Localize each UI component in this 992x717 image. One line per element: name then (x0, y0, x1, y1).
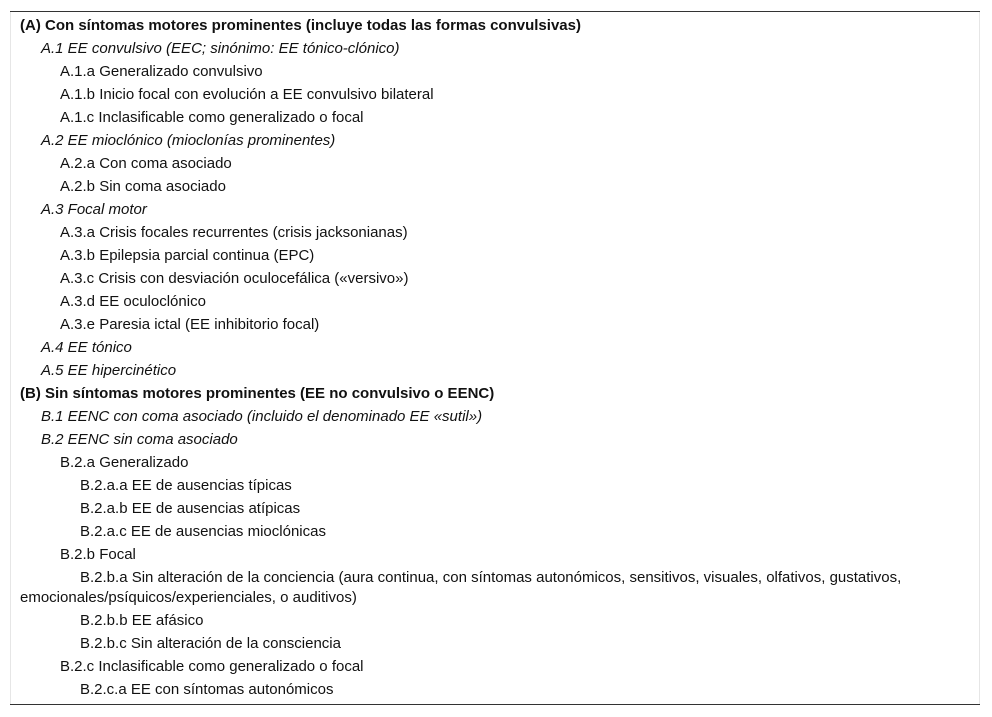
item-b2aa: B.2.a.a EE de ausencias típicas (80, 477, 292, 494)
item-a4: A.4 EE tónico (41, 339, 132, 356)
section-b-heading: (B) Sin síntomas motores prominentes (EE no convulsivo o EENC) (20, 385, 495, 402)
table-right-border (979, 12, 980, 704)
section-a-heading: (A) Con síntomas motores prominentes (incluye todas las formas convulsivas) (20, 17, 581, 34)
table-body (20, 14, 970, 701)
item-b2ca: B.2.c.a EE con síntomas autonómicos (80, 681, 334, 698)
table-left-border (10, 12, 11, 704)
classification-table (10, 11, 980, 705)
item-b2ba (20, 566, 970, 609)
item-a2: A.2 EE mioclónico (mioclonías prominentes) (41, 132, 336, 149)
item-a3b: A.3.b Epilepsia parcial continua (EPC) (60, 247, 315, 264)
item-a3c: A.3.c Crisis con desviación oculocefálica («versivo») (60, 270, 409, 287)
item-a3e: A.3.e Paresia ictal (EE inhibitorio focal) (60, 316, 320, 333)
item-b2ac: B.2.a.c EE de ausencias mioclónicas (80, 523, 326, 540)
item-a1: A.1 EE convulsivo (EEC; sinónimo: EE tónico-clónico) (41, 40, 400, 57)
item-b1: B.1 EENC con coma asociado (incluido el denominado EE «sutil») (41, 408, 483, 425)
item-a1a: A.1.a Generalizado convulsivo (60, 63, 263, 80)
item-a3d: A.3.d EE oculoclónico (60, 293, 206, 310)
item-a1b: A.1.b Inicio focal con evolución a EE convulsivo bilateral (60, 86, 434, 103)
item-a2a: A.2.a Con coma asociado (60, 155, 232, 172)
item-a1c: A.1.c Inclasificable como generalizado o focal (60, 109, 364, 126)
item-a5: A.5 EE hipercinético (41, 362, 177, 379)
item-b2c: B.2.c Inclasificable como generalizado o focal (60, 658, 364, 675)
item-b2: B.2 EENC sin coma asociado (41, 431, 238, 448)
item-b2ba-text: B.2.b.a Sin alteración de la conciencia (aura continua, con síntomas autonómicos, sensitivos, visuales, olfativos, gustativos, emocionales/psíquicos/experienciales, o auditivos) (20, 569, 902, 606)
item-a2b: A.2.b Sin coma asociado (60, 178, 226, 195)
item-b2ab: B.2.a.b EE de ausencias atípicas (80, 500, 301, 517)
item-b2bb: B.2.b.b EE afásico (80, 612, 204, 629)
item-b2a: B.2.a Generalizado (60, 454, 189, 471)
item-a3a: A.3.a Crisis focales recurrentes (crisis jacksonianas) (60, 224, 408, 241)
item-b2bc: B.2.b.c Sin alteración de la consciencia (80, 635, 341, 652)
item-b2b: B.2.b Focal (60, 546, 136, 563)
item-a3: A.3 Focal motor (41, 201, 147, 218)
